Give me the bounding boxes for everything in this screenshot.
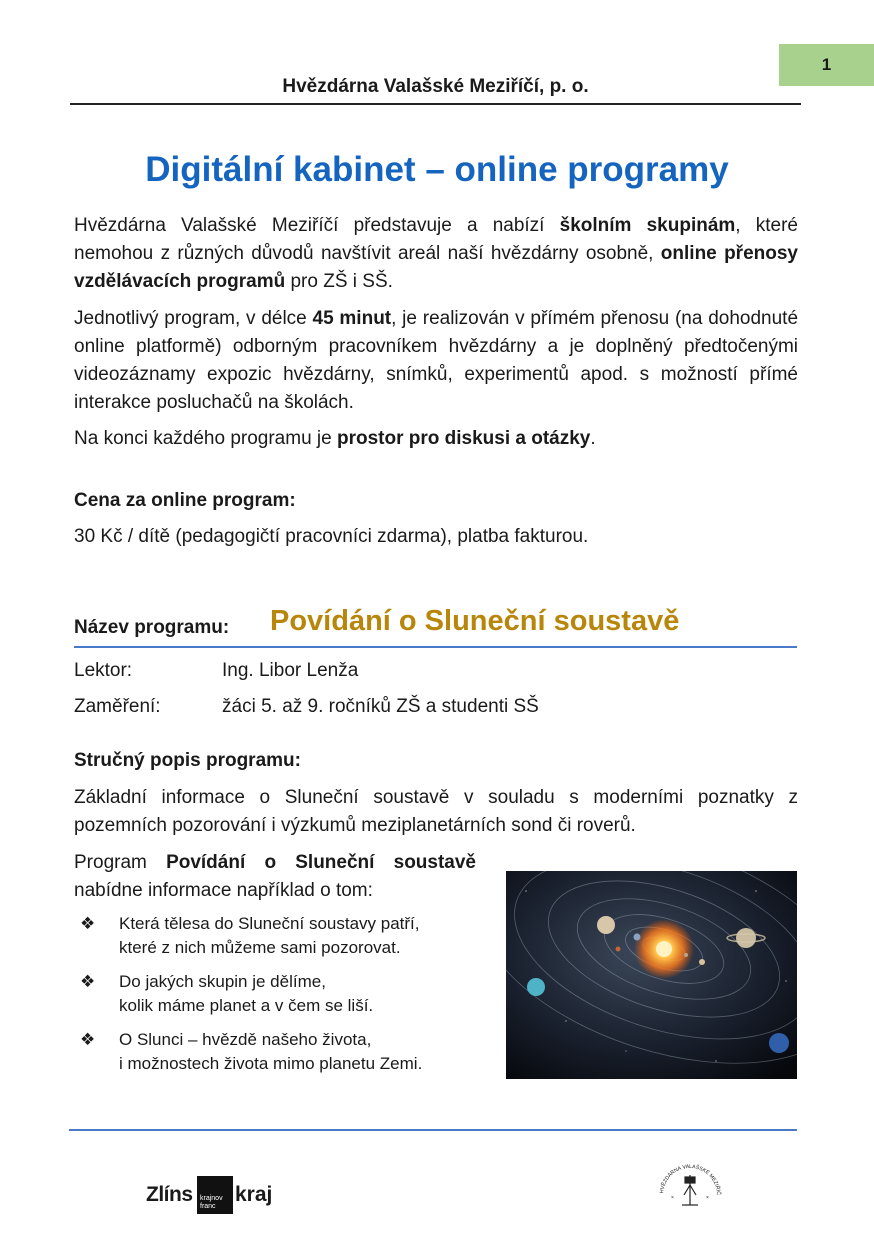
bullet-line: které z nich můžeme sami pozorovat. bbox=[119, 938, 401, 957]
intro-paragraph-1 bbox=[74, 212, 798, 296]
list-item bbox=[76, 912, 486, 960]
text-run: , je realizován v přímém přenosu (na dohodnuté online platformě) odborným pracovníkem hvězdárny a je doplněný předtočenými videozáznamy expozic hvězdárny, snímků, experimentů apod. s možností přímé interakce posluchačů na školách. bbox=[74, 308, 799, 413]
svg-text:HVĚZDÁRNA VALAŠSKÉ MEZIŘÍČÍ bbox=[654, 1155, 722, 1195]
description-label: Stručný popis programu: bbox=[74, 750, 301, 771]
intro-paragraph-2 bbox=[74, 305, 798, 417]
description-text: Základní informace o Sluneční soustavě v souladu s moderními poznatky z pozemních pozorování i výzkumů meziplanetárních sond či roverů. bbox=[74, 787, 798, 836]
bold-text: Povídání o Sluneční soustavě bbox=[166, 852, 476, 873]
lector-value: Ing. Libor Lenža bbox=[222, 660, 359, 681]
text-run: Jednotlivý program, v délce bbox=[74, 308, 313, 329]
list-item bbox=[76, 970, 486, 1018]
lector-key: Lektor: bbox=[74, 660, 133, 681]
observatory-seal-logo bbox=[654, 1155, 726, 1213]
bullet-icon: ❖ bbox=[80, 972, 96, 991]
topics-list bbox=[76, 912, 486, 1086]
logo-text-part1: Zlíns bbox=[146, 1183, 193, 1206]
footer-divider bbox=[69, 1129, 797, 1131]
text-run: . bbox=[590, 428, 596, 449]
text-run: Program bbox=[74, 852, 167, 873]
page-number: 1 bbox=[779, 44, 874, 86]
text-run: , které nemohou z různých důvodů navštívit areál naší hvězdárny osobně, bbox=[74, 215, 798, 264]
program-name: Povídání o Sluneční soustavě bbox=[270, 605, 680, 637]
logo-box-text: krajnov franc bbox=[200, 1195, 223, 1210]
solar-system-image bbox=[506, 871, 797, 1079]
intro-paragraph-3 bbox=[74, 425, 798, 453]
bold-text: 45 minut bbox=[312, 308, 392, 329]
focus-value: žáci 5. až 9. ročníků ZŠ a studenti SŠ bbox=[222, 696, 539, 717]
text-run: pro ZŠ i SŠ. bbox=[285, 271, 393, 292]
bullet-line: kolik máme planet a v čem se liší. bbox=[119, 996, 374, 1015]
organization-header: Hvězdárna Valašské Meziříčí, p. o. bbox=[70, 76, 801, 105]
bullet-line: Která tělesa do Sluneční soustavy patří, bbox=[119, 914, 420, 933]
zlin-region-logo bbox=[146, 1176, 280, 1214]
bullet-line: Do jakých skupin je dělíme, bbox=[119, 972, 326, 991]
program-label: Název programu: bbox=[74, 617, 230, 638]
logo-black-box bbox=[197, 1176, 233, 1214]
svg-text:×: × bbox=[671, 1195, 674, 1201]
seal-text: HVĚZDÁRNA VALAŠSKÉ MEZIŘÍČ bbox=[659, 1163, 722, 1196]
text-run: Hvězdárna Valašské Meziříčí představuje a nabízí bbox=[74, 215, 560, 236]
text-run: Na konci každého programu je bbox=[74, 428, 337, 449]
bullet-line: O Slunci – hvězdě našeho života, bbox=[119, 1030, 372, 1049]
svg-text:×: × bbox=[706, 1195, 709, 1201]
bullet-icon: ❖ bbox=[80, 1030, 96, 1049]
logo-text-part2: kraj bbox=[235, 1183, 273, 1206]
program-intro-text bbox=[74, 849, 476, 905]
text-run: nabídne informace například o tom: bbox=[74, 880, 373, 901]
program-title-row bbox=[74, 600, 797, 648]
list-item bbox=[76, 1028, 486, 1076]
price-text: 30 Kč / dítě (pedagogičtí pracovníci zdarma), platba fakturou. bbox=[74, 526, 589, 547]
bullet-line: i možnostech života mimo planetu Zemi. bbox=[119, 1054, 423, 1073]
price-label: Cena za online program: bbox=[74, 490, 296, 511]
bold-text: online přenosy vzdělávacích programů bbox=[74, 243, 798, 292]
focus-key: Zaměření: bbox=[74, 696, 161, 717]
page-title: Digitální kabinet – online programy bbox=[145, 150, 729, 189]
bold-text: prostor pro diskusi a otázky bbox=[336, 428, 591, 449]
bold-text: školním skupinám bbox=[559, 215, 736, 236]
bullet-icon: ❖ bbox=[80, 914, 96, 933]
